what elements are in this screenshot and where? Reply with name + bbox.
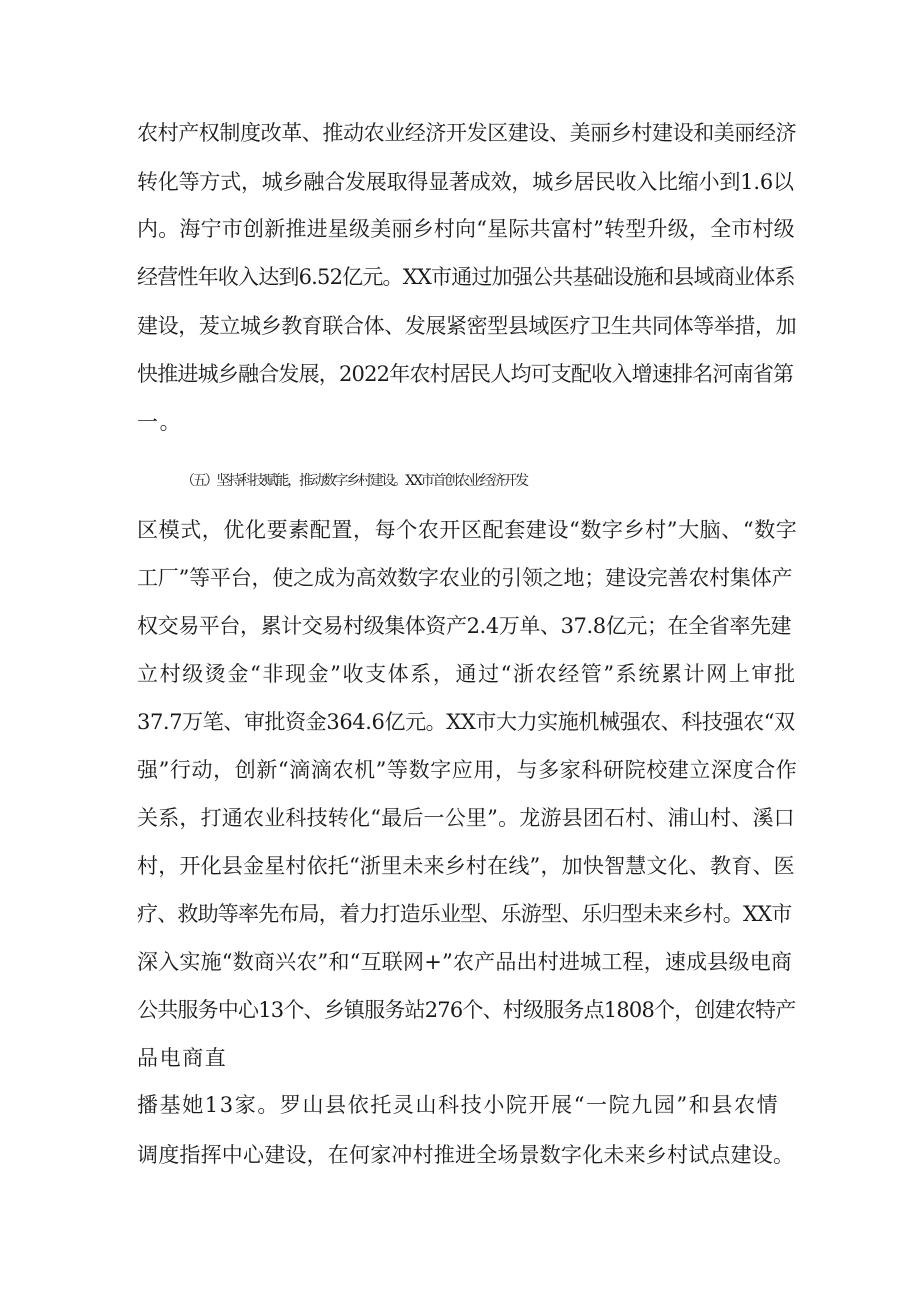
text-line: 深入实施“数商兴农”和“互联网+”农产品出村进城工程，速成县级电商 bbox=[137, 950, 793, 974]
text-line: 一。 bbox=[137, 410, 183, 434]
text-line: 快推进城乡融合发展，2022年农村居民人均可支配收入增速排名河南省第 bbox=[137, 362, 794, 386]
text-line: 建设，茇立城乡教育联合体、发展紧密型县域医疗卫生共同体等举措，加 bbox=[137, 314, 797, 338]
text-line: 工厂”等平台，使之成为高效数字农业的引领之地；建设完善农村集体产 bbox=[137, 566, 793, 590]
section-heading-line: （五）坚持科技赋能，推动数字乡村建设。XX市首创农业经济开发 bbox=[181, 473, 527, 489]
text-line: 关系，打通农业科技转化“最后一公里”。龙游县团石村、浦山村、溪口 bbox=[137, 806, 795, 830]
text-line: 37.7万笔、审批资金364.6亿元。XX市大力实施机械强农、科技强农“双 bbox=[137, 710, 795, 734]
text-line: 品电商直 bbox=[137, 1046, 228, 1070]
text-line: 内。海宁市创新推进星级美丽乡村向“星际共富村”转型升级，全市村级 bbox=[137, 217, 795, 241]
text-line: 经营性年收入达到6.52亿元。XX市通过加强公共基础设施和县域商业体系 bbox=[137, 265, 795, 289]
text-line: 村，开化县金星村依托“浙里未来乡村在线”，加快智慧文化、教育、医 bbox=[137, 854, 795, 878]
text-line: 公共服务中心13个、乡镇服务站276个、村级服务点1808个，创建农特产 bbox=[137, 998, 796, 1022]
text-line: 权交易平台，累计交易村级集体资产2.4万单、37.8亿元；在全省率先建 bbox=[137, 614, 792, 638]
text-line: 播基她13家。罗山县依托灵山科技小院开展“一院九园”和县农情 bbox=[137, 1093, 780, 1117]
text-line: 转化等方式，城乡融合发展取得显著成效，城乡居民收入比缩小到1.6以 bbox=[137, 170, 794, 194]
text-line: 农村产权制度改革、推动农业经济开发区建设、美丽乡村建设和美丽经济 bbox=[137, 121, 797, 145]
text-line: 调度指挥中心建设，在何家冲村推进全场景数字化未来乡村试点建设。 bbox=[137, 1143, 795, 1167]
text-line: 立村级烫金“非现金”收支体系，通过“浙农经管”系统累计网上审批 bbox=[137, 662, 797, 686]
text-line: 区模式，优化要素配置，每个农开区配套建设“数字乡村”大脑、“数字 bbox=[137, 518, 798, 542]
text-line: 疗、救助等率先布局，着力打造乐业型、乐游型、乐归型未来乡村。XX市 bbox=[137, 902, 792, 926]
text-line: 强”行动，创新“滴滴农机”等数字应用，与多家科研院校建立深度合作 bbox=[137, 758, 798, 782]
